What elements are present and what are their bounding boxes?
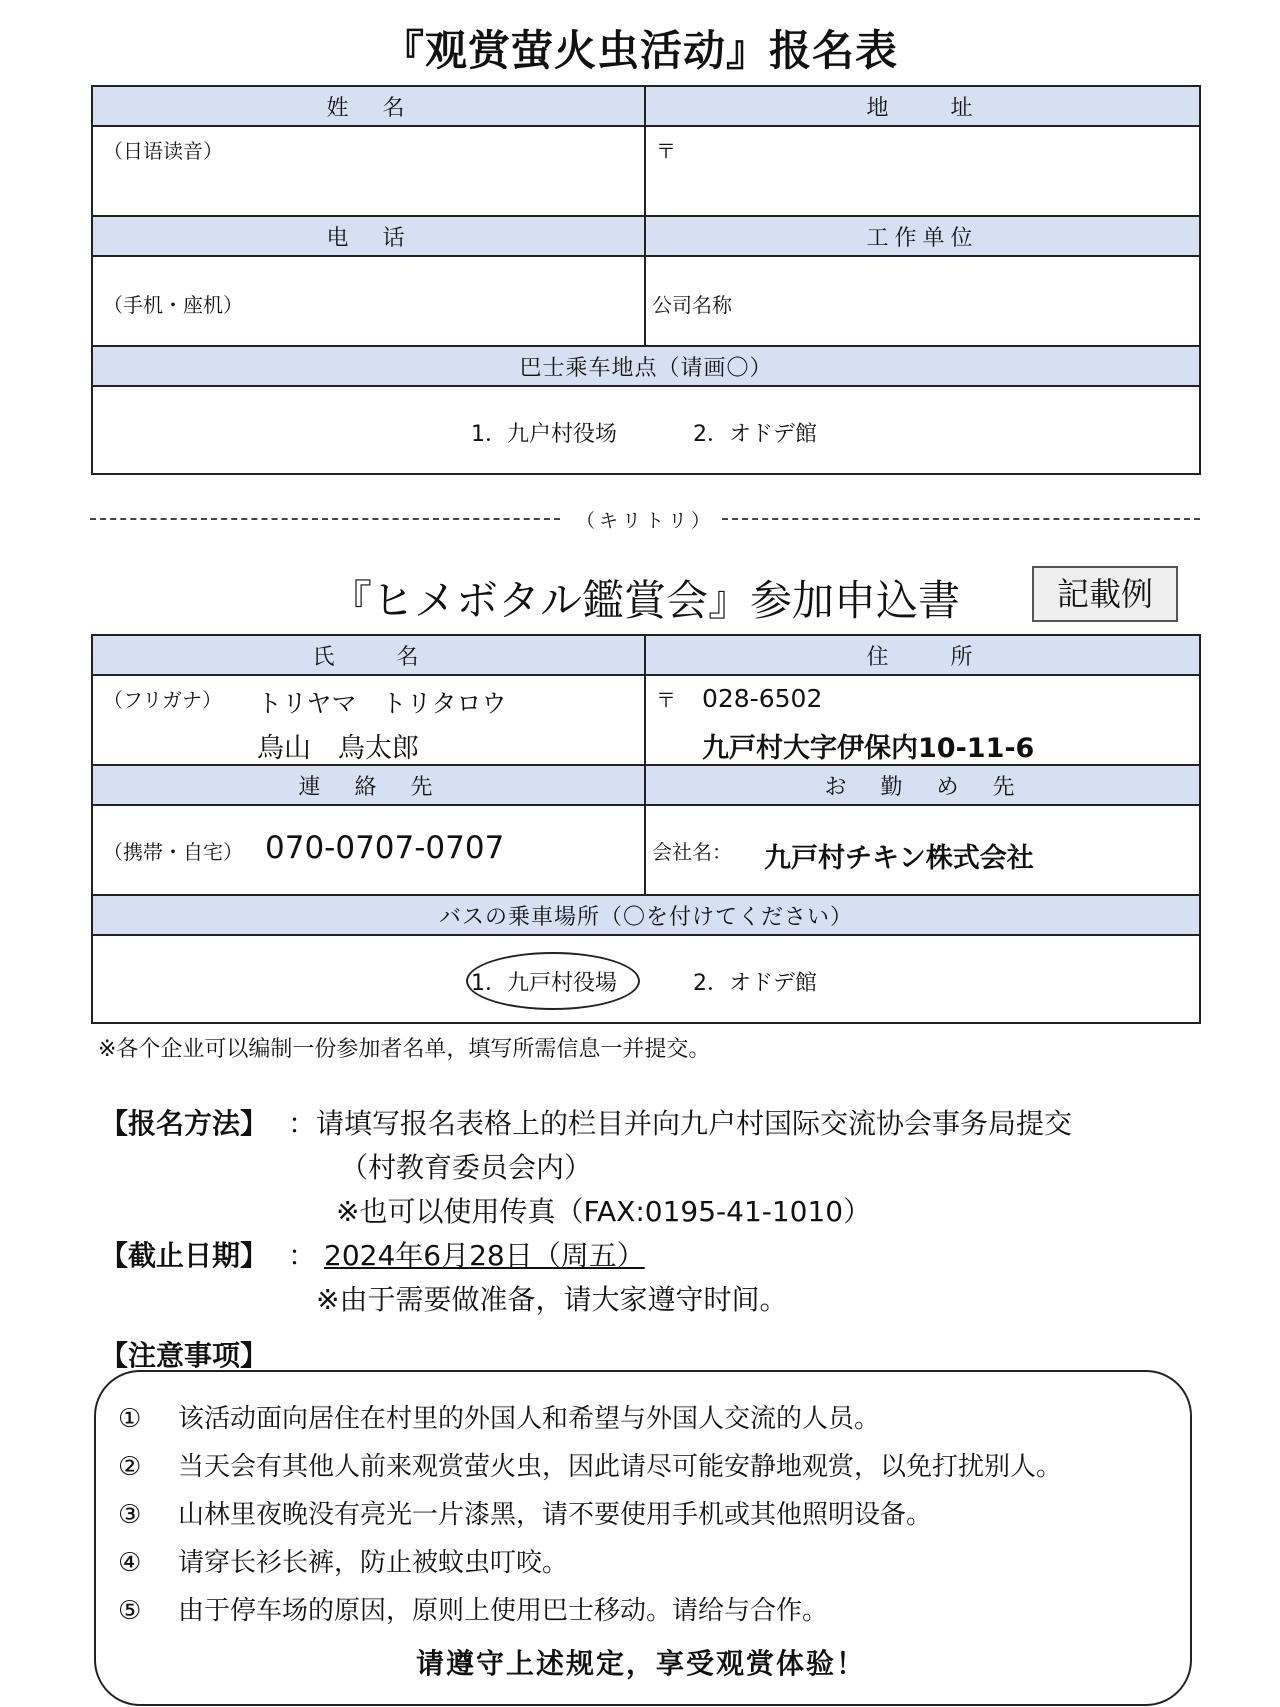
deadline-label: 【截止日期】 (100, 1239, 269, 1272)
form2-company-label: 会社名： (652, 840, 732, 864)
method-label: 【报名方法】 (100, 1107, 269, 1140)
form2-postal-mark: 〒 (656, 688, 676, 712)
method-line-1: ：请填写报名表格上的栏目并向九户村国际交流协会事务局提交 (288, 1107, 1073, 1140)
form2-company-value: 九戸村チキン株式会社 (764, 843, 1034, 874)
form2-contact-field[interactable] (92, 805, 645, 895)
form1-table (91, 85, 1201, 475)
form2-title: 『ヒメボタル鑑賞会』参加申込書 (330, 576, 961, 625)
example-badge: 記載例 (1032, 566, 1178, 622)
form1-name-field[interactable] (92, 126, 645, 216)
form2-contact-header: 連 絡 先 (92, 765, 645, 805)
method-line-2: （村教育委员会内） (340, 1151, 593, 1184)
form2-bus-choice-field[interactable] (92, 935, 1200, 1023)
form1-phone-header: 电 话 (92, 216, 645, 256)
form2-table (91, 634, 1201, 1024)
cut-label: （キリトリ） (575, 510, 714, 532)
form1-company-label: 公司名称 (652, 293, 732, 317)
method-line-3: ※也可以使用传真（FAX:0195-41-1010） (336, 1195, 872, 1228)
form1-postal-mark: 〒 (656, 139, 676, 163)
form2-address-header: 住 所 (645, 635, 1200, 675)
form1-address-field[interactable] (645, 126, 1200, 216)
form2-name-field[interactable] (92, 675, 645, 765)
notice-item-4: ④ 请穿长衫长裤，防止被蚊虫叮咬。 (118, 1548, 569, 1578)
form1-reading-label: （日语读音） (103, 139, 223, 163)
form2-phone-label: （携帯・自宅） (103, 840, 243, 864)
form2-choice-2[interactable]: 2．オドデ館 (693, 971, 817, 996)
form2-address-value: 九戸村大字伊保内10-11-6 (702, 733, 1035, 764)
cut-line (90, 506, 1200, 530)
form2-furigana-label: （フリガナ） (103, 688, 222, 712)
form1-title: 『观赏萤火虫活动』报名表 (381, 26, 898, 75)
form2-phone-value: 070-0707-0707 (265, 830, 505, 866)
form2-work-header: お 勤 め 先 (645, 765, 1200, 805)
form2-address-field[interactable] (645, 675, 1200, 765)
form2-furigana-value: トリヤマ トリタロウ (257, 689, 507, 718)
form2-choice-1[interactable]: 1．九戸村役場 (471, 971, 617, 996)
form1-choice-2[interactable]: 2．オドデ館 (693, 422, 817, 447)
form1-address-header: 地 址 (645, 86, 1200, 126)
form2-name-header: 氏 名 (92, 635, 645, 675)
notice-item-3: ③ 山林里夜晚没有亮光一片漆黑，请不要使用手机或其他照明设备。 (118, 1500, 933, 1530)
form1-bus-choice-field[interactable] (92, 386, 1200, 474)
form1-phone-field[interactable] (92, 256, 645, 346)
form-note: ※各个企业可以编制一份参加者名单，填写所需信息一并提交。 (98, 1037, 711, 1062)
form2-postal-code: 028-6502 (702, 684, 823, 713)
form1-bus-header: 巴士乘车地点（请画〇） (92, 346, 1200, 386)
form1-choice-1[interactable]: 1．九户村役场 (471, 422, 617, 447)
notice-label: 【注意事项】 (100, 1339, 269, 1372)
form1-company-field[interactable] (645, 256, 1200, 346)
form1-phone-label: （手机・座机） (103, 293, 243, 317)
form2-company-field[interactable] (645, 805, 1200, 895)
form2-bus-header: バスの乗車場所（〇を付けてください） (92, 895, 1200, 935)
notice-item-2: ② 当天会有其他人前来观赏萤火虫，因此请尽可能安静地观赏，以免打扰别人。 (118, 1452, 1063, 1482)
form1-name-header: 姓 名 (92, 86, 645, 126)
notice-closing: 请遵守上述规定，享受观赏体验！ (415, 1647, 866, 1680)
form1-work-header: 工作单位 (645, 216, 1200, 256)
form2-name-value: 鳥山 鳥太郎 (257, 733, 419, 764)
deadline-line-2: ※由于需要做准备，请大家遵守时间。 (316, 1283, 788, 1316)
deadline-colon: ： (288, 1239, 317, 1272)
notice-item-5: ⑤ 由于停车场的原因，原则上使用巴士移动。请给与合作。 (118, 1596, 829, 1626)
deadline-date: 2024年6月28日（周五） (324, 1239, 645, 1272)
notice-item-1: ① 该活动面向居住在村里的外国人和希望与外国人交流的人员。 (118, 1404, 881, 1434)
